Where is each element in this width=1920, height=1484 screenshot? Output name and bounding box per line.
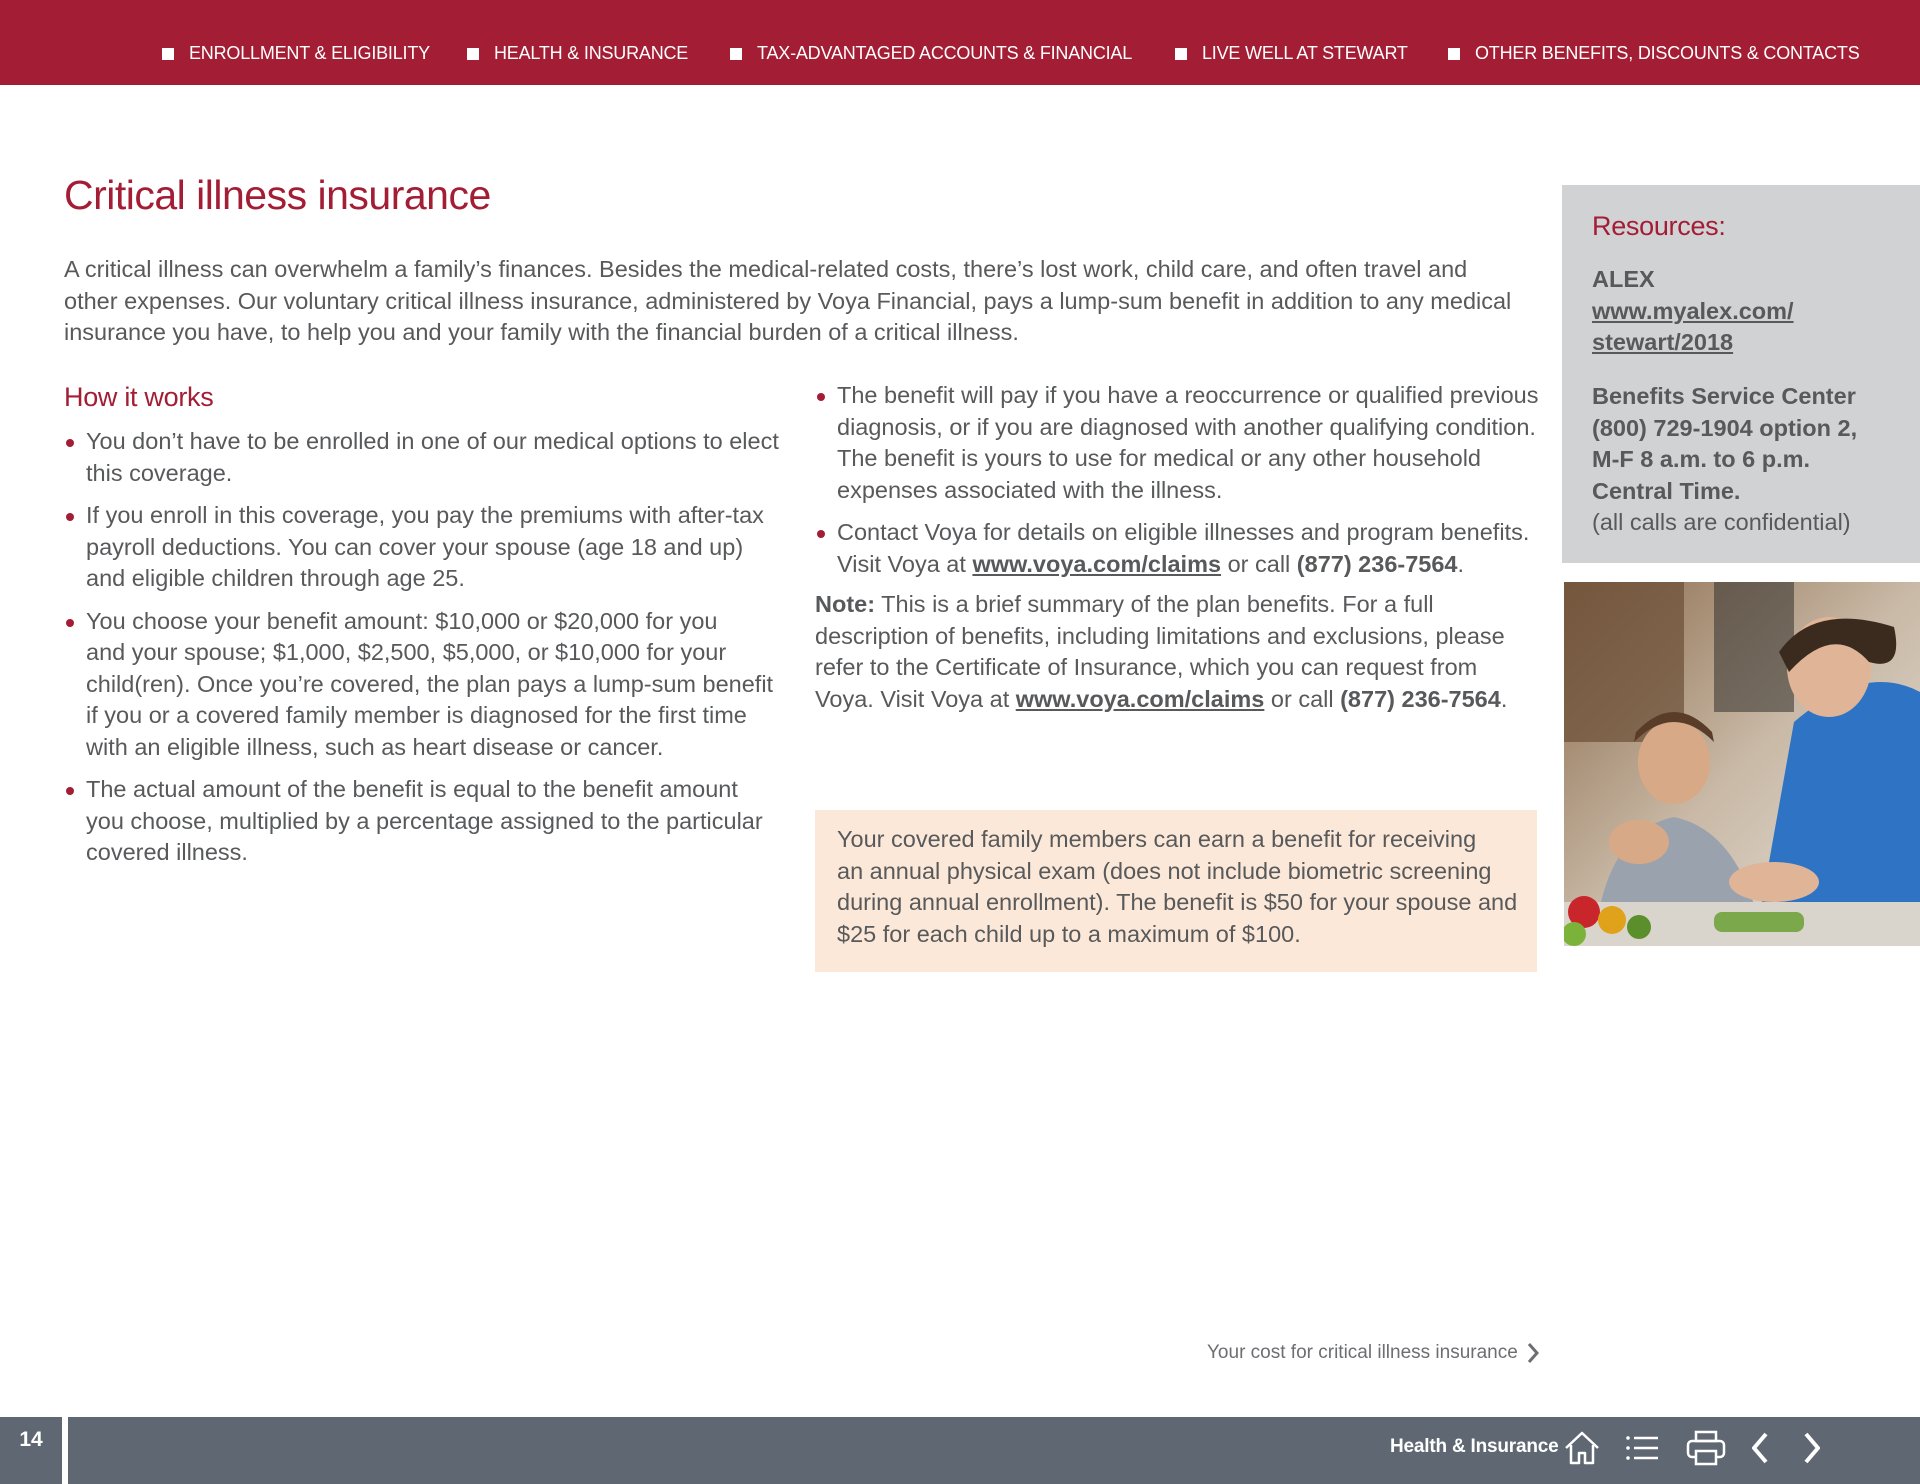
bullet-line: The benefit is yours to use for medical or any other household [837,445,1482,471]
benefits-service-center [1592,381,1857,539]
text-segment: Visit Voya at [837,550,973,577]
nav-item-label: OTHER BENEFITS, DISCOUNTS & CONTACTS [1475,43,1860,63]
how-it-works-heading: How it works [64,382,214,412]
bullet-line [837,549,1545,581]
bullet-line: and your spouse; $1,000, $2,500, $5,000, or $10,000 for your [86,639,727,665]
center-phone: (800) 729-1904 option 2, [1592,414,1858,441]
bullet-list-left [64,426,804,880]
nav-item-label: TAX-ADVANTAGED ACCOUNTS & FINANCIAL [757,43,1133,63]
callout-line: during annual enrollment). The benefit is $50 for your spouse and [837,889,1518,915]
note-line: description of benefits, including limitations and exclusions, please [815,622,1505,649]
physical-exam-callout [815,810,1537,972]
nav-item-tax-accounts[interactable] [730,43,1132,64]
home-icon[interactable] [1560,1426,1604,1470]
nav-item-other-benefits[interactable] [1448,43,1860,64]
voya-claims-link[interactable]: www.voya.com/claims [1015,685,1265,712]
nav-item-health[interactable] [467,43,688,64]
nav-item-label: HEALTH & INSURANCE [494,43,689,63]
list-icon[interactable] [1620,1426,1664,1470]
bullet-line: covered illness. [86,839,248,865]
top-nav-bar [0,0,1920,85]
list-item [64,606,804,764]
bullet-line: with an eligible illness, such as heart disease or cancer. [86,733,664,760]
resources-sidebar [1562,185,1920,563]
footer-section-title: Health & Insurance [1390,1436,1559,1457]
text-segment: This is a brief summary of the plan benefits. For a full [875,591,1434,617]
square-bullet-icon [1175,48,1187,60]
square-bullet-icon [1448,48,1460,60]
center-title: Benefits Service Center [1592,383,1856,409]
bullet-line: expenses associated with the illness. [837,476,1223,503]
family-cooking-photo [1564,582,1920,946]
bullet-line: diagnosis, or if you are diagnosed with another qualifying condition. [837,413,1536,440]
square-bullet-icon [730,48,742,60]
chevron-left-icon[interactable] [1738,1426,1782,1470]
next-page-link[interactable] [1207,1342,1540,1364]
bullet-line: you choose, multiplied by a percentage assigned to the particular [86,807,763,834]
text-segment: . [1500,685,1508,712]
bullet-line: and eligible children through age 25. [86,565,465,591]
bullet-line: child(ren). Once you’re covered, the plan pays a lump-sum benefit [86,670,774,697]
print-icon[interactable] [1684,1426,1728,1470]
text-segment: or call [1221,550,1297,577]
callout-text [837,824,1517,950]
intro-paragraph [64,254,1512,349]
text-segment: Voya. Visit Voya at [815,685,1016,712]
note-line [815,684,1545,716]
callout-line: Your covered family members can earn a benefit for receiving [837,826,1477,852]
nav-item-enrollment[interactable] [162,43,430,64]
alex-resource [1592,264,1794,359]
intro-line: other expenses. Our voluntary critical illness insurance, administered by Voya Financial, pays a lump-sum benefit in addition to any medical [64,287,1512,314]
note-label: Note: [815,591,876,617]
bullet-line: payroll deductions. You can cover your spouse (age 18 and up) [86,533,744,560]
list-item [815,380,1545,506]
bullet-line: If you enroll in this coverage, you pay the premiums with after-tax [86,502,764,528]
alex-title: ALEX [1592,266,1655,292]
list-item [64,500,804,595]
text-segment: or call [1264,685,1341,712]
bullet-line: The benefit will pay if you have a reoccurrence or qualified previous [837,382,1539,408]
photo-illustration [1564,582,1920,946]
intro-line: A critical illness can overwhelm a family’s finances. Besides the medical-related costs, there’s lost work, child care, and often travel and [64,256,1468,282]
chevron-right-icon [1526,1342,1540,1364]
nav-item-label: ENROLLMENT & ELIGIBILITY [189,43,430,63]
nav-item-live-well[interactable] [1175,43,1408,64]
bullet-line: if you or a covered family member is diagnosed for the first time [86,702,747,728]
bullet-line: Contact Voya for details on eligible illnesses and program benefits. [837,519,1530,545]
page-number: 14 [0,1417,68,1484]
bullet-line: this coverage. [86,459,233,486]
bullet-line: You choose your benefit amount: $10,000 or $20,000 for you [86,607,718,634]
next-page-link-label: Your cost for critical illness insurance [1207,1342,1518,1363]
center-note: (all calls are confidential) [1592,509,1851,535]
list-item [64,774,804,869]
list-item [815,517,1545,580]
note-paragraph [815,589,1545,715]
page-title: Critical illness insurance [64,172,491,218]
center-hours: M-F 8 a.m. to 6 p.m. [1592,446,1811,472]
chevron-right-icon[interactable] [1790,1426,1834,1470]
voya-phone: (877) 236-7564 [1296,550,1458,577]
resources-heading: Resources: [1592,211,1726,241]
center-timezone: Central Time. [1592,477,1741,504]
bullet-line: You don’t have to be enrolled in one of our medical options to elect [86,428,779,454]
callout-line: $25 for each child up to a maximum of $100. [837,920,1301,947]
list-item [64,426,804,489]
nav-item-label: LIVE WELL AT STEWART [1202,43,1408,63]
square-bullet-icon [467,48,479,60]
intro-line: insurance you have, to help you and your family with the financial burden of a critical illness. [64,319,1019,345]
alex-link[interactable]: stewart/2018 [1592,329,1734,355]
voya-phone: (877) 236-7564 [1340,685,1501,712]
callout-line: an annual physical exam (does not include biometric screening [837,857,1492,884]
voya-claims-link[interactable]: www.voya.com/claims [972,550,1222,577]
alex-link[interactable]: www.myalex.com/ [1592,297,1794,324]
bullet-list-right [815,380,1545,715]
text-segment: . [1457,550,1465,577]
bullet-line: The actual amount of the benefit is equal to the benefit amount [86,776,738,802]
note-line [815,589,1545,621]
note-line: refer to the Certificate of Insurance, which you can request from [815,654,1478,680]
square-bullet-icon [162,48,174,60]
